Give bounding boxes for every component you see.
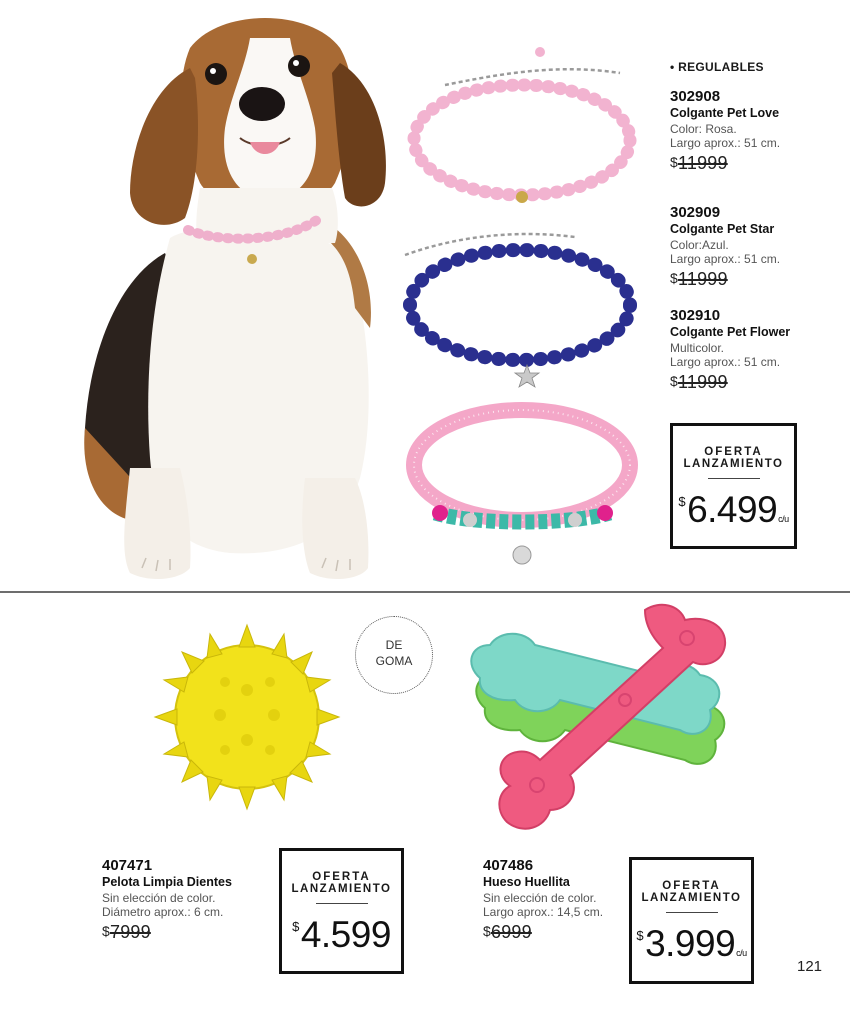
offer-rule [666, 912, 718, 913]
product-size: Largo aprox.: 51 cm. [670, 136, 781, 151]
product-302910 [670, 307, 790, 394]
product-name: Hueso Huellita [483, 875, 570, 890]
product-407471 [102, 857, 232, 944]
product-color: Multicolor. [670, 340, 725, 355]
product-name: Colgante Pet Star [670, 222, 775, 237]
offer-price: $3.999c/u [636, 923, 747, 964]
product-302908 [670, 88, 780, 175]
offer-label: OFERTA [704, 446, 763, 458]
pink-pearl-collar-image [405, 45, 640, 210]
product-color: Color: Rosa. [670, 121, 737, 136]
product-color: Color:Azul. [670, 237, 729, 252]
offer-label: OFERTA [312, 871, 371, 883]
old-price: $11999 [670, 371, 728, 392]
bone-toys-image [465, 600, 760, 845]
product-color: Sin elección de color. [483, 890, 597, 905]
product-color: Sin elección de color. [102, 890, 216, 905]
beagle-puppy-image [70, 8, 400, 588]
offer-sublabel: LANZAMIENTO [641, 892, 742, 904]
offer-label: OFERTA [662, 880, 721, 892]
product-size: Diámetro aprox.: 6 cm. [102, 905, 224, 920]
blue-bead-collar-image [400, 225, 640, 390]
offer-sublabel: LANZAMIENTO [683, 458, 784, 470]
product-size: Largo aprox.: 14,5 cm. [483, 905, 604, 920]
old-price: $7999 [102, 921, 151, 942]
product-size: Largo aprox.: 51 cm. [670, 355, 781, 370]
offer-rule [708, 478, 760, 479]
offer-sublabel: LANZAMIENTO [291, 883, 392, 895]
product-code: 407486 [483, 857, 534, 874]
offer-box-ball [279, 848, 404, 974]
product-code: 302909 [670, 204, 721, 221]
product-name: Colgante Pet Flower [670, 325, 791, 340]
offer-price: $4.599 [292, 914, 391, 955]
product-size: Largo aprox.: 51 cm. [670, 252, 781, 267]
product-407486 [483, 857, 603, 944]
rubber-badge [355, 616, 433, 694]
old-price: $11999 [670, 152, 728, 173]
offer-box-bone [629, 857, 754, 984]
page-number: 121 [797, 958, 823, 975]
product-code: 407471 [102, 857, 153, 874]
badge-line-2: GOMA [375, 654, 413, 668]
product-name: Colgante Pet Love [670, 106, 780, 121]
product-code: 302908 [670, 88, 721, 105]
badge-line-1: DE [385, 638, 403, 652]
old-price: $6999 [483, 921, 532, 942]
spiky-ball-image [150, 620, 345, 815]
adjustable-note: • REGULABLES [670, 60, 764, 74]
old-price: $11999 [670, 268, 728, 289]
product-code: 302910 [670, 307, 721, 324]
product-302909 [670, 204, 780, 291]
offer-rule [316, 903, 368, 904]
offer-box-collars [670, 423, 797, 549]
product-name: Pelota Limpia Dientes [102, 875, 232, 890]
ribbon-flower-collar-image [405, 395, 640, 575]
offer-price: $6.499c/u [678, 489, 789, 530]
section-divider [0, 591, 850, 593]
